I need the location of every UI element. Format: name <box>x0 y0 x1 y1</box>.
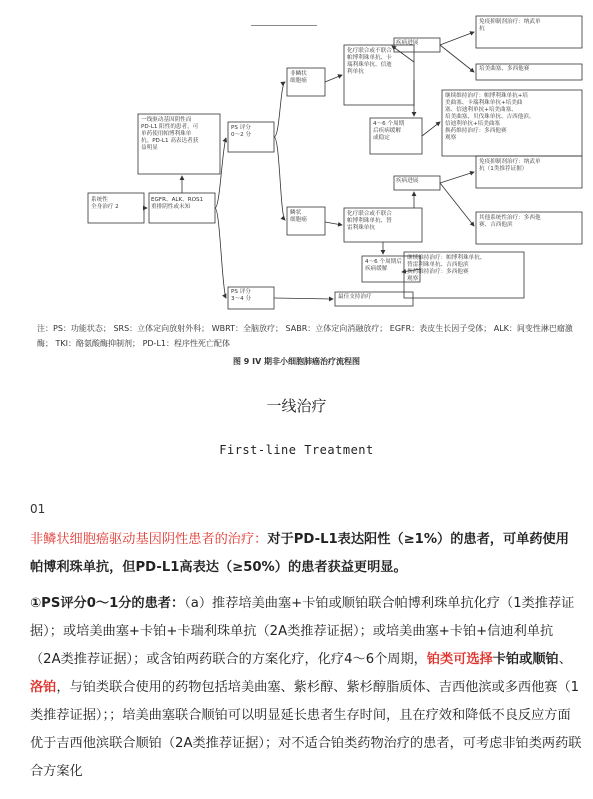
flow-node-immuno-ns: 免疫抑制剂治疗：纳武单 抗 <box>479 19 541 32</box>
flow-node-chemo-ns: 化疗联合或不联合 帕博利珠单抗、卡 瑞利珠单抗、信迪 利单抗 <box>347 48 392 75</box>
section-heading-english: First-line Treatment <box>219 443 374 457</box>
flow-node-nonsq: 非鳞状 细胞癌 <box>290 71 307 84</box>
flow-node-prog-ns: 疾病进展 <box>396 40 419 46</box>
highlight-text: 非鳞状细胞癌驱动基因阴性患者的治疗： <box>30 532 268 547</box>
flow-node-system-therapy: 系统性 全身治疗 2 <box>91 197 119 210</box>
highlight-text: 铂类可选择 <box>426 652 493 667</box>
body-text: ，与铂类联合使用的药物包括培美曲塞、紫杉醇、紫杉醇脂质体、吉西他滨或多西他赛（1类推荐证据）；；培美曲塞联合顺铂可以明显延长患者生存时间，且在疗效和降低不良反应方面优于吉西他滨联合顺铂（2A类推荐证据）；对不适合铂类药物治疗的患者，可考虑非铂类两药联合方案化 <box>30 680 582 779</box>
flow-node-stable-sq: 4～6 个周期后 疾病缓解 <box>365 259 402 272</box>
flow-node-other-ns: 培美曲塞、多西他赛 <box>479 66 530 72</box>
figure-title: 图 9 IV 期非小细胞肺癌治疗流程图 <box>232 357 361 366</box>
section-heading: 一线治疗 <box>266 397 327 415</box>
flow-node-ps02: PS 评分 0～2 分 <box>231 125 252 138</box>
flow-node-bsc: 最佳支持治疗 <box>338 294 372 300</box>
flow-node-prog-sq: 疾病进展 <box>396 178 419 184</box>
body-text: （a）推荐培美曲塞+卡铂或顺铂联合帕博利珠单抗化疗（1类推荐证据）；或培美曲塞+卡铂+卡瑞利珠单抗（2A类推荐证据）；或培美曲塞+卡铂+信迪利单抗（2A类推荐证据）；或含铂两药联合的方案化疗，化疗4～6个周期， <box>30 596 575 667</box>
flow-node-maint-ns: 继续维持治疗：帕博利珠单抗+培 美曲塞、卡瑞利珠单抗+培美曲 塞、信迪利单抗+培美曲塞、 培美曲塞、贝伐珠单抗、吉西他滨、 信迪利单抗+培美曲塞 换药维持治疗：多西他赛 观察 <box>445 93 535 141</box>
section-number: 01 <box>30 502 46 516</box>
highlight-text: 洛铂 <box>30 680 57 695</box>
paragraph-ps01 <box>30 590 582 786</box>
bold-text: 对于PD-L1表达阳性（≥1%）的患者，可单药使用帕博利珠单抗，但PD-L1高表达（≥50%）的患者获益更明显。 <box>30 532 569 575</box>
bold-text: 卡铂或顺铂 <box>492 652 559 667</box>
paragraph-lead: ①PS评分0～1分的患者： <box>30 596 185 611</box>
flow-node-chemo-sq: 化疗联合或不联合 帕博利珠单抗、替 雷利珠单抗 <box>347 211 392 231</box>
flow-node-egfr: EGFR、ALK、ROS1 重排阴性或未知 <box>151 197 204 210</box>
flow-node-stable-ns: 4～6 个周期 后疾病缓解 或稳定 <box>373 121 405 141</box>
flow-node-sq: 鳞状 细胞癌 <box>290 210 307 223</box>
flow-node-other-sq: 其他系统性治疗：多西他 赛、吉西他滨 <box>479 215 541 228</box>
flow-node-pdl1-note: 一线驱动基因阴性而 PD-L1 阳性的患者，可 单药使用帕博利珠单 抗。PD-L1 高表达者获 益明显 <box>141 117 199 151</box>
flow-node-immuno-sq: 免疫抑制剂治疗：纳武单 抗（1类推荐证据） <box>479 159 541 172</box>
flow-node-maint-sq: 继续维持治疗：帕博利珠单抗、 替雷利珠单抗、吉西他滨 换药维持治疗：多西他赛 观察 <box>407 255 486 282</box>
flow-node-ps34: PS 评分 3～4 分 <box>231 289 252 302</box>
body-text: 、 <box>558 652 572 667</box>
paragraph-nonsquamous <box>30 526 582 582</box>
figure-note: 注：PS：功能状态； SRS：立体定向放射外科； WBRT：全脑放疗； SABR：立体定向消融放疗； EGFR：表皮生长因子受体； ALK：间变性淋巴瘤激酶； TKI：酪氨酸酶抑制剂； PD-L1：程序性死亡配体 <box>37 324 573 348</box>
